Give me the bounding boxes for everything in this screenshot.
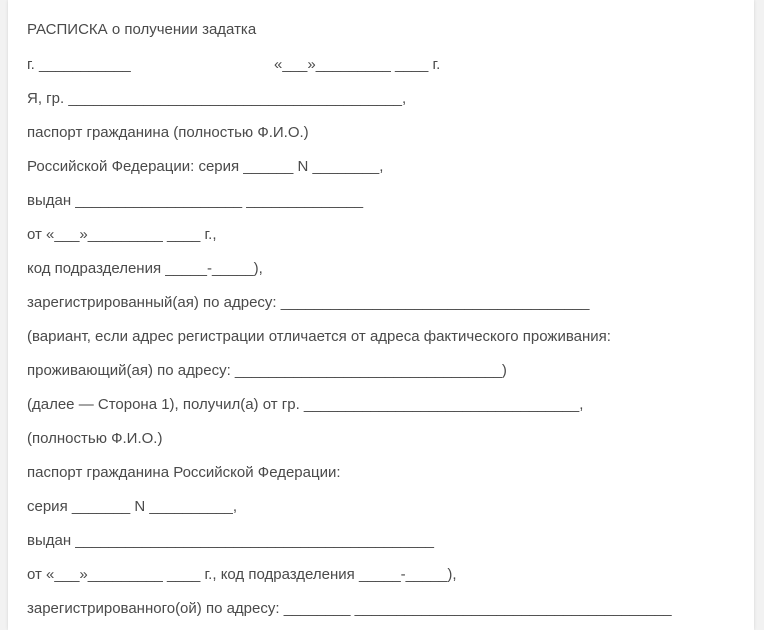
document-title: РАСПИСКА о получении задатка xyxy=(27,21,257,38)
document-line: выдан ___________________________________________ xyxy=(27,532,435,549)
document-line: (далее — Сторона 1), получил(а) от гр. _________________________________, xyxy=(27,396,584,413)
document-line: Российской Федерации: серия ______ N ________, xyxy=(27,158,384,175)
document-line: от «___»_________ ____ г., xyxy=(27,226,217,243)
document-line: паспорт гражданина (полностью Ф.И.О.) xyxy=(27,124,309,141)
city-field: г. ___________ xyxy=(27,56,131,73)
document-line: (вариант, если адрес регистрации отличается от адреса фактического проживания: xyxy=(27,328,611,345)
document-line: серия _______ N __________, xyxy=(27,498,238,515)
document-line: от «___»_________ ____ г., код подразделения _____-_____), xyxy=(27,566,457,583)
document-page xyxy=(8,0,754,630)
document-line: Я, гр. ________________________________________, xyxy=(27,90,407,107)
document-line: (полностью Ф.И.О.) xyxy=(27,430,163,447)
document-line: выдан ____________________ ______________ xyxy=(27,192,364,209)
document-line: код подразделения _____-_____), xyxy=(27,260,263,277)
document-line: зарегистрированный(ая) по адресу: _____________________________________ xyxy=(27,294,590,311)
date-field: «___»_________ ____ г. xyxy=(274,56,441,73)
document-line: зарегистрированного(ой) по адресу: ________ ______________________________________ xyxy=(27,600,672,617)
document-line: паспорт гражданина Российской Федерации: xyxy=(27,464,341,481)
document-line: проживающий(ая) по адресу: ________________________________) xyxy=(27,362,507,379)
